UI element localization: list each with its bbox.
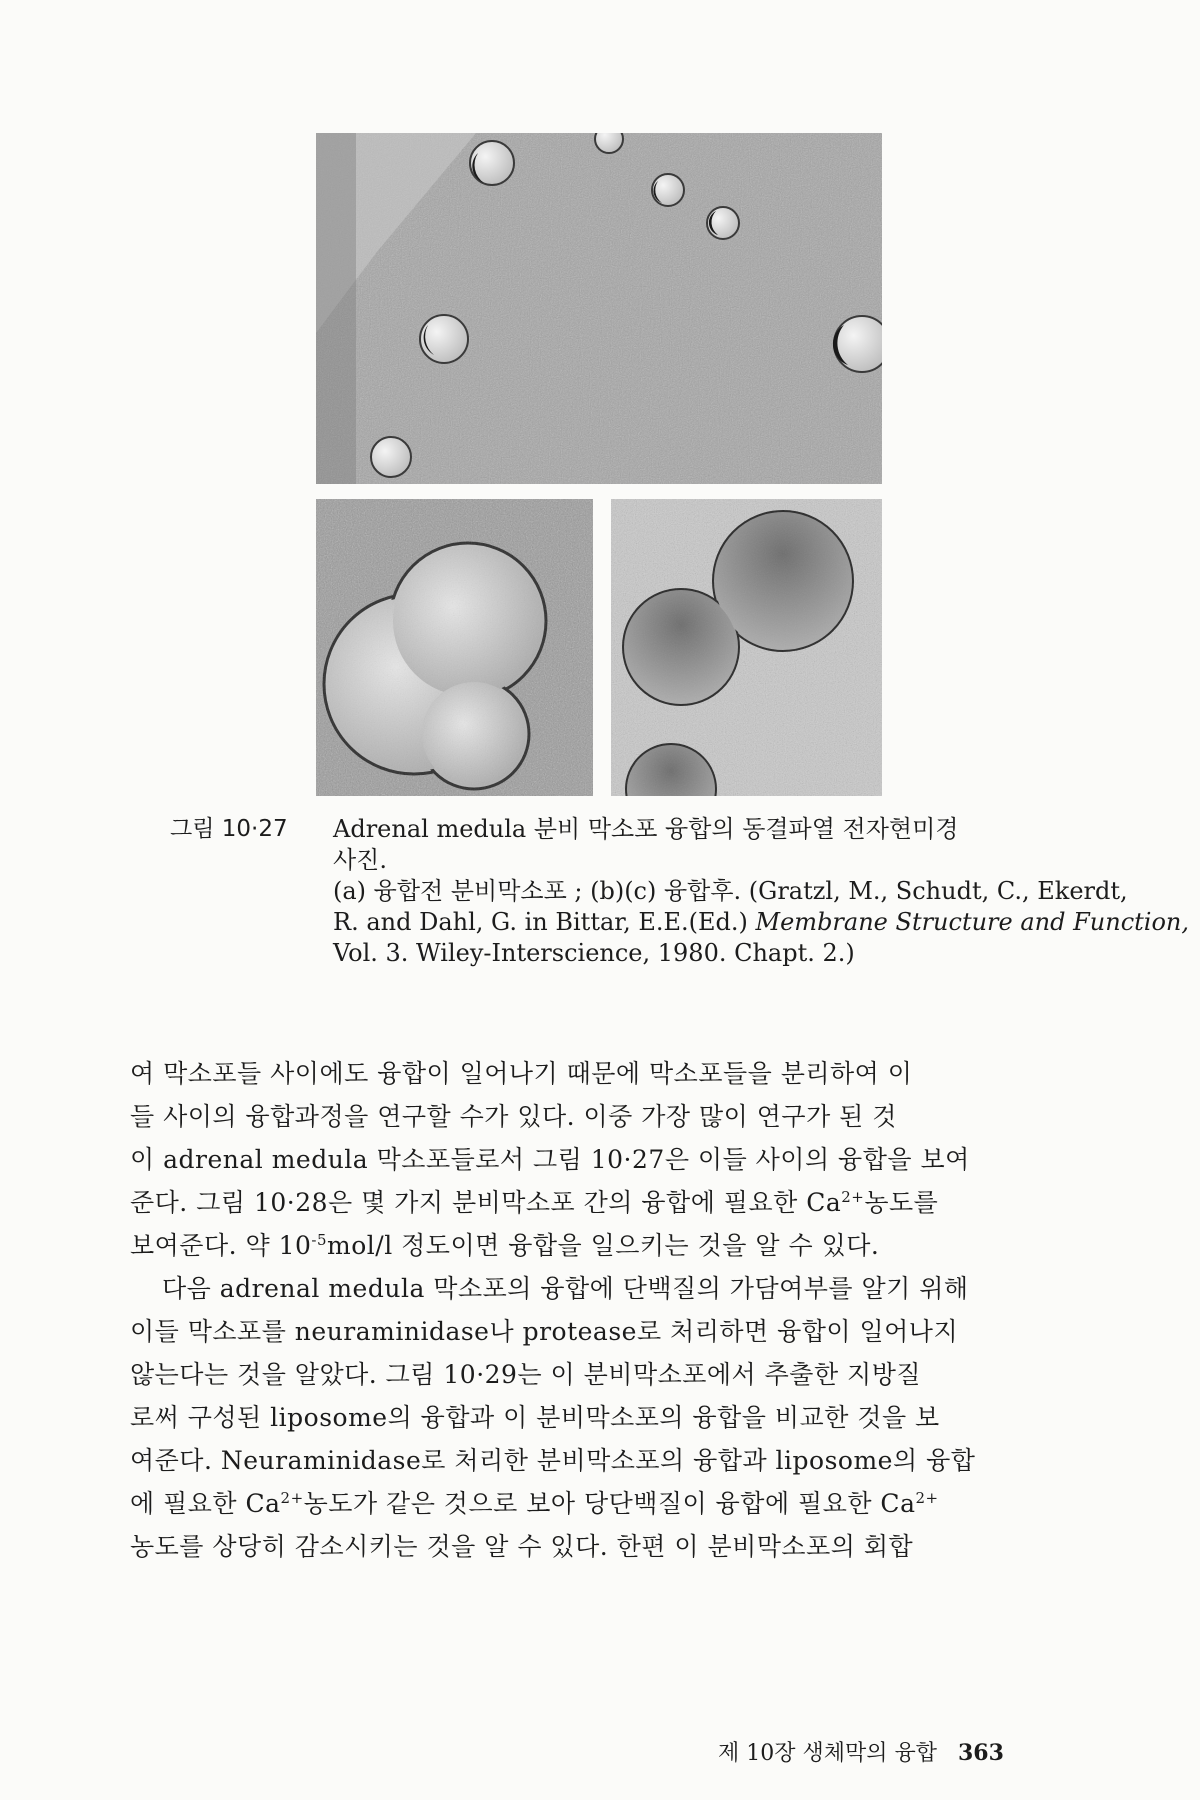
page-footer xyxy=(718,1736,1004,1767)
body-line: 이 adrenal medula 막소포들로서 그림 10·27은 이들 사이의 융합을 보여 xyxy=(130,1145,970,1174)
micrograph-a xyxy=(316,133,882,484)
body-line: 에 필요한 $Ca^{2+}$농도가 같은 것으로 보아 당단백질이 융합에 필요한 $Ca^{2+}$ xyxy=(130,1489,939,1518)
caption-line-3: R. and Dahl, G. in Bittar, E.E.(Ed.) Membrane Structure and Function, xyxy=(333,908,1189,936)
figure-caption xyxy=(170,814,1189,969)
figure-label: 그림 10·27 xyxy=(170,816,288,842)
body-line: 농도를 상당히 감소시키는 것을 알 수 있다. 한편 이 분비막소포의 회합 xyxy=(130,1532,914,1561)
figure-title-cont: 사진. xyxy=(333,846,387,874)
body-line: 여준다. Neuraminidase로 처리한 분비막소포의 융합과 liposome의 융합 xyxy=(130,1446,976,1475)
caption-line-4: Vol. 3. Wiley-Interscience, 1980. Chapt. 2.) xyxy=(333,939,855,967)
body-text xyxy=(130,1052,1060,1568)
body-line: 들 사이의 융합과정을 연구할 수가 있다. 이중 가장 많이 연구가 된 것 xyxy=(130,1102,897,1131)
body-line: 이들 막소포를 neuraminidase나 protease로 처리하면 융합이 일어나지 xyxy=(130,1317,959,1346)
micrograph-b xyxy=(316,499,593,796)
body-line: 않는다는 것을 알았다. 그림 10·29는 이 분비막소포에서 추출한 지방질 xyxy=(130,1360,921,1389)
caption-line-2: (a) 융합전 분비막소포 ; (b)(c) 융합후. (Gratzl, M., Schudt, C., Ekerdt, xyxy=(333,877,1128,905)
caption-book-title: Membrane Structure and Function, xyxy=(755,908,1189,936)
body-line: 보여준다. 약 $10^{-5}mol/l$ 정도이면 융합을 일으키는 것을 알 수 있다. xyxy=(130,1231,880,1260)
figure-title: Adrenal medula 분비 막소포 융합의 동결파열 전자현미경 xyxy=(333,815,959,843)
chapter-title: 제 10장 생체막의 융합 xyxy=(718,1741,937,1766)
body-line: 로써 구성된 liposome의 융합과 이 분비막소포의 융합을 비교한 것을 보 xyxy=(130,1403,940,1432)
body-line: 다음 adrenal medula 막소포의 융합에 단백질의 가담여부를 알기 위해 xyxy=(162,1274,969,1303)
body-line: 여 막소포들 사이에도 융합이 일어나기 때문에 막소포들을 분리하여 이 xyxy=(130,1059,913,1088)
body-line: 준다. 그림 10·28은 몇 가지 분비막소포 간의 융합에 필요한 $Ca^{2+}$농도를 xyxy=(130,1188,939,1217)
page-number: 363 xyxy=(958,1740,1004,1766)
micrograph-c xyxy=(611,499,882,796)
